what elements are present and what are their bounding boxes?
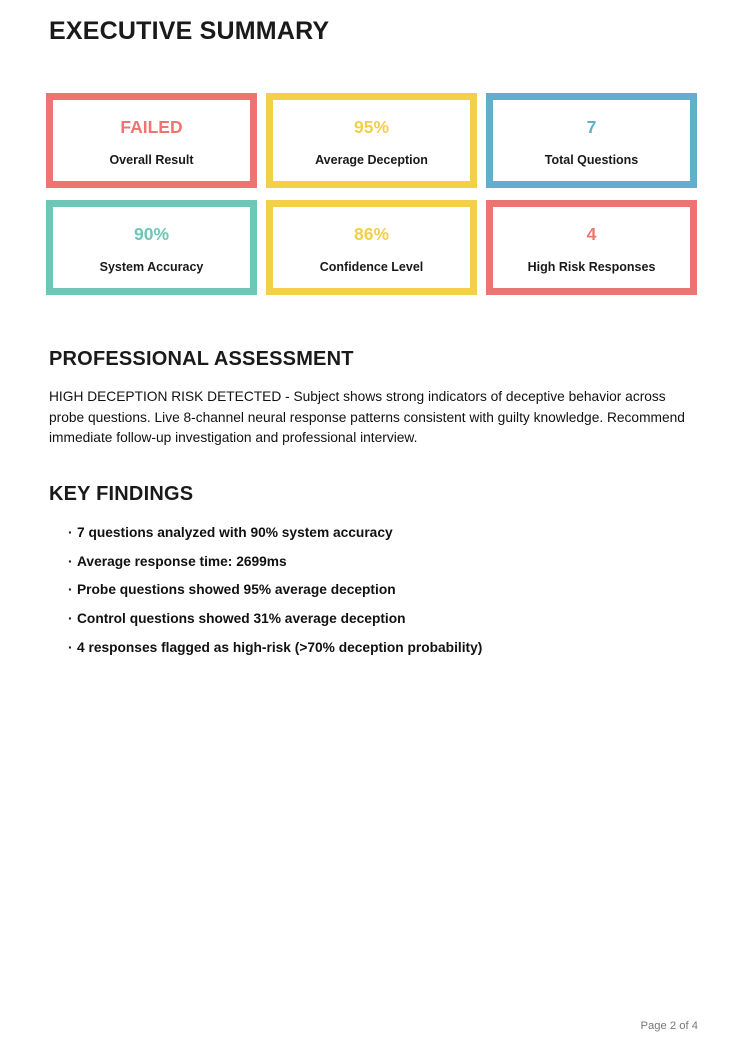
stat-label: Overall Result [109,153,194,167]
stat-label: Total Questions [544,153,639,167]
stat-value: 95% [353,117,390,137]
finding-item: · Probe questions showed 95% average deception [68,580,698,600]
finding-item: · Control questions showed 31% average deception [68,609,698,629]
finding-item: · 7 questions analyzed with 90% system accuracy [68,523,698,543]
stat-label: Average Deception [315,153,428,167]
stat-card-high-risk-responses [486,200,697,295]
finding-item: · 4 responses flagged as high-risk (>70% deception probability) [68,638,698,658]
findings-list [49,523,698,658]
page-title: EXECUTIVE SUMMARY [49,17,330,45]
assessment-section-heading: PROFESSIONAL ASSESSMENT [49,348,354,370]
stat-card-system-accuracy [46,200,257,295]
stat-card-average-deception [266,93,477,188]
stat-card-overall-result [46,93,257,188]
findings-section-heading: KEY FINDINGS [49,483,194,506]
stat-value: 4 [586,224,597,244]
summary-stat-grid [46,93,697,295]
stat-label: Confidence Level [319,260,424,274]
stat-label: System Accuracy [99,260,204,274]
page-number: Page 2 of 4 [640,1020,698,1032]
stat-value: 7 [586,117,597,137]
report-page [0,17,743,658]
stat-card-confidence-level [266,200,477,295]
stat-value: 90% [133,224,170,244]
finding-item: · Average response time: 2699ms [68,552,698,572]
stat-value: 86% [353,224,390,244]
stat-label: High Risk Responses [527,260,656,274]
stat-value: FAILED [120,117,183,137]
assessment-body-text: HIGH DECEPTION RISK DETECTED - Subject shows strong indicators of deceptive behavior across probe questions. Live 8-channel neural response patterns consistent with guilty knowledge. Recommend immediate follow-up investigation and professional interview. [49,389,685,446]
stat-card-total-questions [486,93,697,188]
